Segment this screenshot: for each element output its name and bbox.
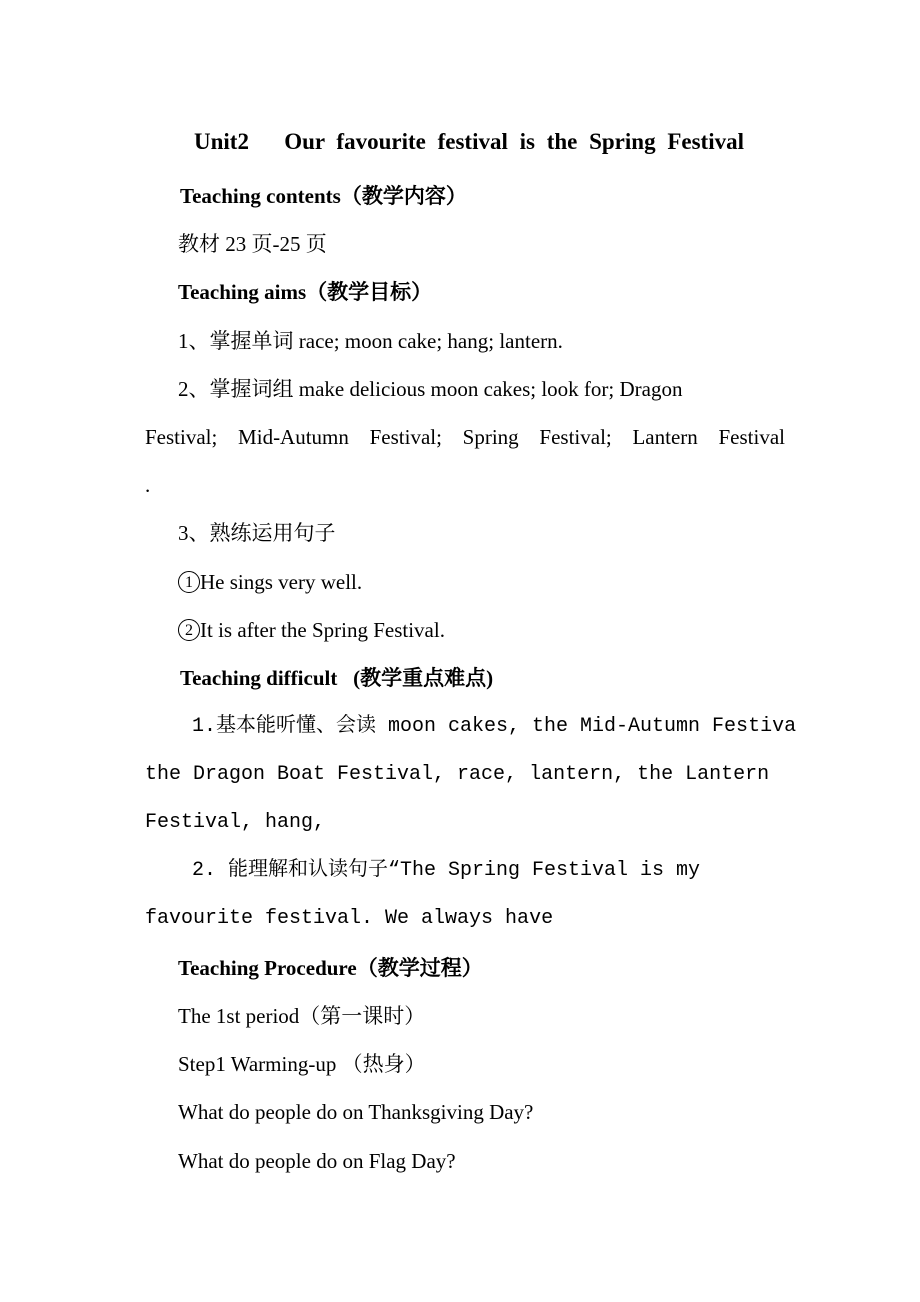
section-heading-difficult: Teaching difficult (教学重点难点) <box>180 666 494 690</box>
question-2: What do people do on Flag Day? <box>178 1149 456 1173</box>
section-heading-contents: Teaching contents（教学内容） <box>180 184 467 208</box>
sentence-1 <box>178 568 362 596</box>
difficult-item-1-cont: the Dragon Boat Festival, race, lantern, the Lantern <box>145 763 770 786</box>
difficult-item-1: 1.基本能听懂、会读 moon cakes, the Mid-Autumn Festiva <box>192 715 797 738</box>
difficult-item-1-end: Festival, hang, <box>145 811 326 834</box>
aim-item-3: 3、熟练运用句子 <box>178 521 336 545</box>
sentence-2-text: It is after the Spring Festival. <box>200 618 445 642</box>
circled-number-2: 2 <box>178 619 200 641</box>
sentence-1-text: He sings very well. <box>200 570 363 594</box>
sentence-2 <box>178 616 445 644</box>
question-1: What do people do on Thanksgiving Day? <box>178 1100 534 1124</box>
aim-item-2: 2、掌握词组 make delicious moon cakes; look for; Dragon <box>178 377 683 401</box>
aim-item-1: 1、掌握单词 race; moon cake; hang; lantern. <box>178 329 563 353</box>
section-heading-aims: Teaching aims（教学目标） <box>178 280 433 304</box>
difficult-item-2: 2. 能理解和认读句子“The Spring Festival is my <box>192 859 701 882</box>
difficult-item-2-cont: favourite festival. We always have <box>145 907 554 930</box>
aim-item-2-cont: Festival; Mid-Autumn Festival; Spring Festival; Lantern Festival <box>145 425 785 449</box>
contents-text: 教材 23 页-25 页 <box>178 232 327 256</box>
section-heading-procedure: Teaching Procedure（教学过程） <box>178 956 483 980</box>
period-label: The 1st period（第一课时） <box>178 1004 426 1028</box>
aim-item-2-end: . <box>145 473 151 497</box>
step-1-label: Step1 Warming-up （热身） <box>178 1052 426 1076</box>
circled-number-1: 1 <box>178 571 200 593</box>
document-title: Unit2 Our favourite festival is the Spring Festival <box>194 129 744 154</box>
